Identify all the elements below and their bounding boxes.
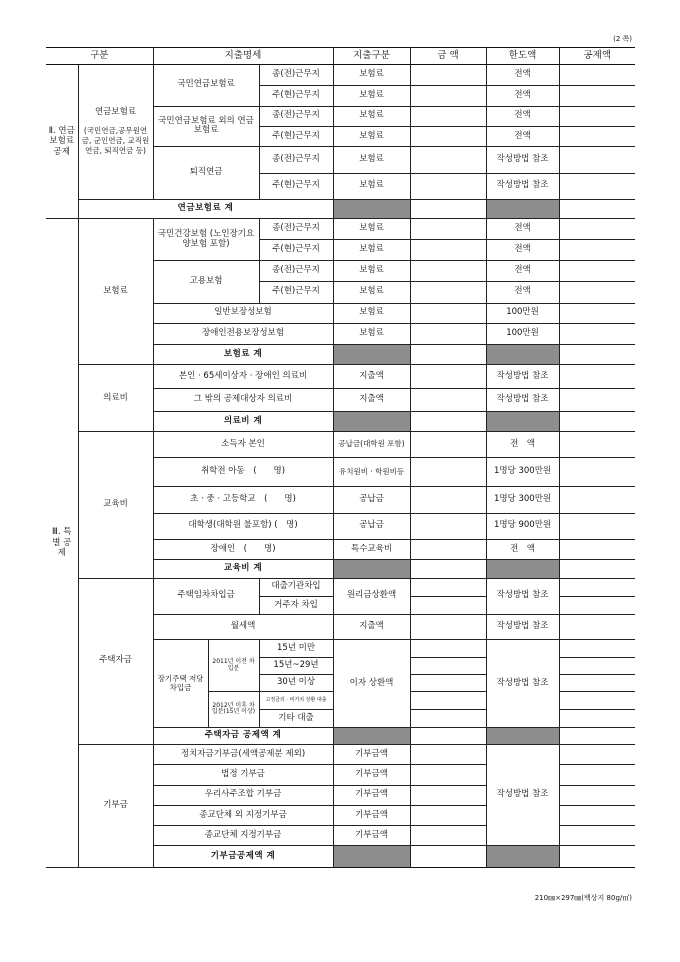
limit-cell: 전액	[486, 239, 559, 260]
deduction-cell[interactable]	[559, 147, 635, 173]
expense-type: 기부금액	[333, 744, 410, 764]
medical-self-label: 본인 · 65세이상자 · 장애인 의료비	[153, 365, 333, 388]
limit-cell: 전액	[486, 282, 559, 303]
gray-cell	[486, 412, 559, 432]
deduction-cell[interactable]	[559, 674, 635, 691]
amount-cell[interactable]	[410, 846, 486, 868]
expense-type: 보험료	[333, 239, 410, 260]
worker-type: 종(전)근무지	[259, 106, 333, 126]
deduction-form-table	[46, 47, 635, 868]
expense-type: 유치원비 · 학원비등	[333, 457, 410, 486]
gray-cell	[333, 412, 410, 432]
fixed-rate-label: 고정금리 · 비거치 상환 대출	[259, 692, 333, 710]
expense-type: 지출액	[333, 615, 410, 640]
amount-cell[interactable]	[410, 785, 486, 805]
amount-cell[interactable]	[410, 345, 486, 365]
limit-cell: 전액	[486, 219, 559, 239]
expense-type: 지출액	[333, 365, 410, 388]
amount-cell[interactable]	[410, 365, 486, 388]
worker-type: 주(현)근무지	[259, 173, 333, 199]
limit-cell: 1명당 300만원	[486, 487, 559, 513]
limit-cell: 전 액	[486, 539, 559, 559]
insurance-category: 보험료	[78, 219, 153, 365]
expense-type: 기부금액	[333, 805, 410, 825]
edu-school-label: 초 · 중 · 고등학교 ( 명)	[153, 487, 333, 513]
deduction-cell[interactable]	[559, 578, 635, 596]
expense-type: 공납금(대학원 포함)	[333, 432, 410, 457]
expense-type: 지출액	[333, 388, 410, 411]
amount-cell[interactable]	[410, 657, 486, 674]
amount-cell[interactable]	[410, 615, 486, 640]
worker-type: 종(전)근무지	[259, 147, 333, 173]
deduction-cell[interactable]	[559, 219, 635, 239]
gray-cell	[333, 345, 410, 365]
deduction-cell[interactable]	[559, 744, 635, 764]
deduction-cell[interactable]	[559, 260, 635, 281]
col-expense-type: 지출구분	[333, 48, 410, 65]
expense-type: 공납금	[333, 513, 410, 539]
deduction-cell[interactable]	[559, 513, 635, 539]
deduction-cell[interactable]	[559, 126, 635, 146]
other-loan-label: 기타 대출	[259, 710, 333, 727]
lender-label: 대출기관차입	[259, 578, 333, 596]
deduction-cell[interactable]	[559, 303, 635, 323]
y30-over-label: 30년 이상	[259, 674, 333, 691]
before-2011-label: 2011년 이전 차입분	[208, 640, 259, 692]
expense-type: 공납금	[333, 487, 410, 513]
deduction-cell[interactable]	[559, 65, 635, 86]
gray-cell	[333, 560, 410, 578]
disabled-insurance-label: 장애인전용보장성보험	[153, 323, 333, 344]
limit-cell: 전액	[486, 260, 559, 281]
limit-cell: 전액	[486, 106, 559, 126]
health-insurance-label: 국민건강보험 (노인장기요양보험 포함)	[153, 219, 259, 261]
deduction-cell[interactable]	[559, 388, 635, 411]
limit-cell: 작성방법 참조	[486, 388, 559, 411]
deduction-cell[interactable]	[559, 826, 635, 846]
insurance-subtotal-label: 보험료 계	[153, 345, 333, 365]
amount-cell[interactable]	[410, 744, 486, 764]
amount-cell[interactable]	[410, 710, 486, 727]
amount-cell[interactable]	[410, 727, 486, 744]
amount-cell[interactable]	[410, 260, 486, 281]
expense-type: 기부금액	[333, 765, 410, 785]
col-expense-detail: 지출명세	[153, 48, 333, 65]
mortgage-label: 장기주택 저당차입금	[153, 640, 208, 727]
deduction-cell[interactable]	[559, 412, 635, 432]
deduction-cell[interactable]	[559, 282, 635, 303]
deduction-cell[interactable]	[559, 692, 635, 710]
edu-disabled-label: 장애인 ( 명)	[153, 539, 333, 559]
amount-cell[interactable]	[410, 239, 486, 260]
limit-cell: 전액	[486, 86, 559, 106]
amount-cell[interactable]	[410, 219, 486, 239]
expense-type: 특수교육비	[333, 539, 410, 559]
expense-type: 보험료	[333, 147, 410, 173]
amount-cell[interactable]	[410, 596, 486, 614]
amount-cell[interactable]	[410, 539, 486, 559]
amount-cell[interactable]	[410, 578, 486, 596]
gray-cell	[486, 345, 559, 365]
monthly-rent-label: 월세액	[153, 615, 333, 640]
gray-cell	[486, 846, 559, 868]
pension-subtotal-label: 연금보험료 계	[78, 199, 333, 218]
amount-cell[interactable]	[410, 412, 486, 432]
general-insurance-label: 일반보장성보험	[153, 303, 333, 323]
amount-cell[interactable]	[410, 674, 486, 691]
amount-cell[interactable]	[410, 126, 486, 146]
expense-type: 보험료	[333, 126, 410, 146]
deduction-cell[interactable]	[559, 560, 635, 578]
gray-cell	[486, 560, 559, 578]
limit-cell: 전액	[486, 65, 559, 86]
deduction-cell[interactable]	[559, 765, 635, 785]
deduction-cell[interactable]	[559, 727, 635, 744]
amount-cell[interactable]	[410, 173, 486, 199]
deduction-cell[interactable]	[559, 596, 635, 614]
other-pension-label: 국민연금보험료 외의 연금보험료	[153, 106, 259, 147]
col-amount: 금 액	[410, 48, 486, 65]
housing-category: 주택자금	[78, 578, 153, 744]
deduction-cell[interactable]	[559, 615, 635, 640]
amount-cell[interactable]	[410, 106, 486, 126]
worker-type: 종(전)근무지	[259, 260, 333, 281]
deduction-cell[interactable]	[559, 785, 635, 805]
limit-cell: 작성방법 참조	[486, 173, 559, 199]
amount-cell[interactable]	[410, 65, 486, 86]
amount-cell[interactable]	[410, 765, 486, 785]
expense-type: 기부금액	[333, 826, 410, 846]
rental-loan-label: 주택임차차입금	[153, 578, 259, 615]
limit-cell: 작성방법 참조	[486, 365, 559, 388]
medical-category: 의료비	[78, 365, 153, 432]
expense-type: 이자 상환액	[333, 640, 410, 727]
amount-cell[interactable]	[410, 303, 486, 323]
worker-type: 주(현)근무지	[259, 239, 333, 260]
statutory-donation-label: 법정 기부금	[153, 765, 333, 785]
expense-type: 보험료	[333, 106, 410, 126]
deduction-cell[interactable]	[559, 710, 635, 727]
amount-cell[interactable]	[410, 826, 486, 846]
expense-type: 보험료	[333, 260, 410, 281]
employment-insurance-label: 고용보험	[153, 260, 259, 303]
deduction-cell[interactable]	[559, 199, 635, 218]
deduction-cell[interactable]	[559, 457, 635, 486]
deduction-cell[interactable]	[559, 432, 635, 457]
amount-cell[interactable]	[410, 86, 486, 106]
amount-cell[interactable]	[410, 323, 486, 344]
paper-spec-footer: 210㎜×297㎜(백상지 80g/㎡)	[534, 894, 632, 902]
education-category: 교육비	[78, 432, 153, 578]
donation-category: 기부금	[78, 744, 153, 867]
limit-cell: 1명당 900만원	[486, 513, 559, 539]
limit-cell: 작성방법 참조	[486, 640, 559, 727]
expense-type: 보험료	[333, 173, 410, 199]
y15-29-label: 15년~29년	[259, 657, 333, 674]
retirement-pension-label: 퇴직연금	[153, 147, 259, 200]
amount-cell[interactable]	[410, 457, 486, 486]
deduction-cell[interactable]	[559, 86, 635, 106]
col-deduction: 공제액	[559, 48, 635, 65]
pension-category-note: (국민연금,공무원연금, 군인연금, 교직원연금, 퇴직연금 등)	[81, 126, 150, 155]
worker-type: 주(현)근무지	[259, 126, 333, 146]
deduction-cell[interactable]	[559, 487, 635, 513]
page-number: (2 쪽)	[613, 35, 632, 43]
edu-preschool-label: 취학전 아동 ( 명)	[153, 457, 333, 486]
gray-cell	[333, 846, 410, 868]
limit-cell: 100만원	[486, 303, 559, 323]
medical-others-label: 그 밖의 공제대상자 의료비	[153, 388, 333, 411]
esop-donation-label: 우리사주조합 기부금	[153, 785, 333, 805]
religious-donation-label: 종교단체 지정기부금	[153, 826, 333, 846]
limit-cell: 작성방법 참조	[486, 147, 559, 173]
amount-cell[interactable]	[410, 282, 486, 303]
deduction-cell[interactable]	[559, 640, 635, 657]
worker-type: 종(전)근무지	[259, 65, 333, 86]
education-subtotal-label: 교육비 계	[153, 560, 333, 578]
worker-type: 종(전)근무지	[259, 219, 333, 239]
medical-subtotal-label: 의료비 계	[153, 412, 333, 432]
deduction-cell[interactable]	[559, 805, 635, 825]
housing-subtotal-label: 주택자금 공제액 계	[153, 727, 333, 744]
edu-self-label: 소득자 본인	[153, 432, 333, 457]
limit-cell: 작성방법 참조	[486, 615, 559, 640]
worker-type: 주(현)근무지	[259, 86, 333, 106]
amount-cell[interactable]	[410, 805, 486, 825]
amount-cell[interactable]	[410, 560, 486, 578]
limit-cell: 전 액	[486, 432, 559, 457]
deduction-cell[interactable]	[559, 846, 635, 868]
deduction-cell[interactable]	[559, 365, 635, 388]
deduction-cell[interactable]	[559, 323, 635, 344]
pension-category-title: 연금보험료	[94, 106, 137, 117]
deduction-cell[interactable]	[559, 106, 635, 126]
expense-type: 보험료	[333, 323, 410, 344]
amount-cell[interactable]	[410, 487, 486, 513]
amount-cell[interactable]	[410, 147, 486, 173]
expense-type: 원리금상환액	[333, 578, 410, 615]
limit-cell: 100만원	[486, 323, 559, 344]
resident-label: 거주자 차입	[259, 596, 333, 614]
amount-cell[interactable]	[410, 640, 486, 657]
worker-type: 주(현)근무지	[259, 282, 333, 303]
deduction-cell[interactable]	[559, 657, 635, 674]
limit-cell: 작성방법 참조	[486, 744, 559, 845]
pension-section-label: Ⅱ. 연금 보험료 공제	[46, 65, 78, 219]
gray-cell	[333, 727, 410, 744]
expense-type: 보험료	[333, 219, 410, 239]
edu-university-label: 대학생(대학원 불포함) ( 명)	[153, 513, 333, 539]
amount-cell[interactable]	[410, 692, 486, 710]
gray-cell	[333, 199, 410, 218]
limit-cell: 전액	[486, 126, 559, 146]
non-religious-donation-label: 종교단체 외 지정기부금	[153, 805, 333, 825]
gray-cell	[486, 199, 559, 218]
amount-cell[interactable]	[410, 388, 486, 411]
limit-cell: 작성방법 참조	[486, 578, 559, 615]
expense-type: 보험료	[333, 303, 410, 323]
donation-subtotal-label: 기부금공제액 계	[153, 846, 333, 868]
expense-type: 보험료	[333, 282, 410, 303]
expense-type: 기부금액	[333, 785, 410, 805]
deduction-cell[interactable]	[559, 239, 635, 260]
amount-cell[interactable]	[410, 513, 486, 539]
deduction-cell[interactable]	[559, 345, 635, 365]
deduction-cell[interactable]	[559, 173, 635, 199]
pension-category	[78, 65, 153, 200]
amount-cell[interactable]	[410, 199, 486, 218]
col-category: 구분	[46, 48, 153, 65]
deduction-cell[interactable]	[559, 539, 635, 559]
political-donation-label: 정치자금기부금(세액공제분 제외)	[153, 744, 333, 764]
y15-under-label: 15년 미만	[259, 640, 333, 657]
after-2012-label: 2012년 이후 차입분(15년 이상)	[208, 692, 259, 728]
national-pension-label: 국민연금보험료	[153, 65, 259, 107]
gray-cell	[486, 727, 559, 744]
amount-cell[interactable]	[410, 432, 486, 457]
expense-type: 보험료	[333, 86, 410, 106]
col-limit: 한도액	[486, 48, 559, 65]
expense-type: 보험료	[333, 65, 410, 86]
special-section-label: Ⅲ. 특 별 공 제	[46, 219, 78, 868]
limit-cell: 1명당 300만원	[486, 457, 559, 486]
